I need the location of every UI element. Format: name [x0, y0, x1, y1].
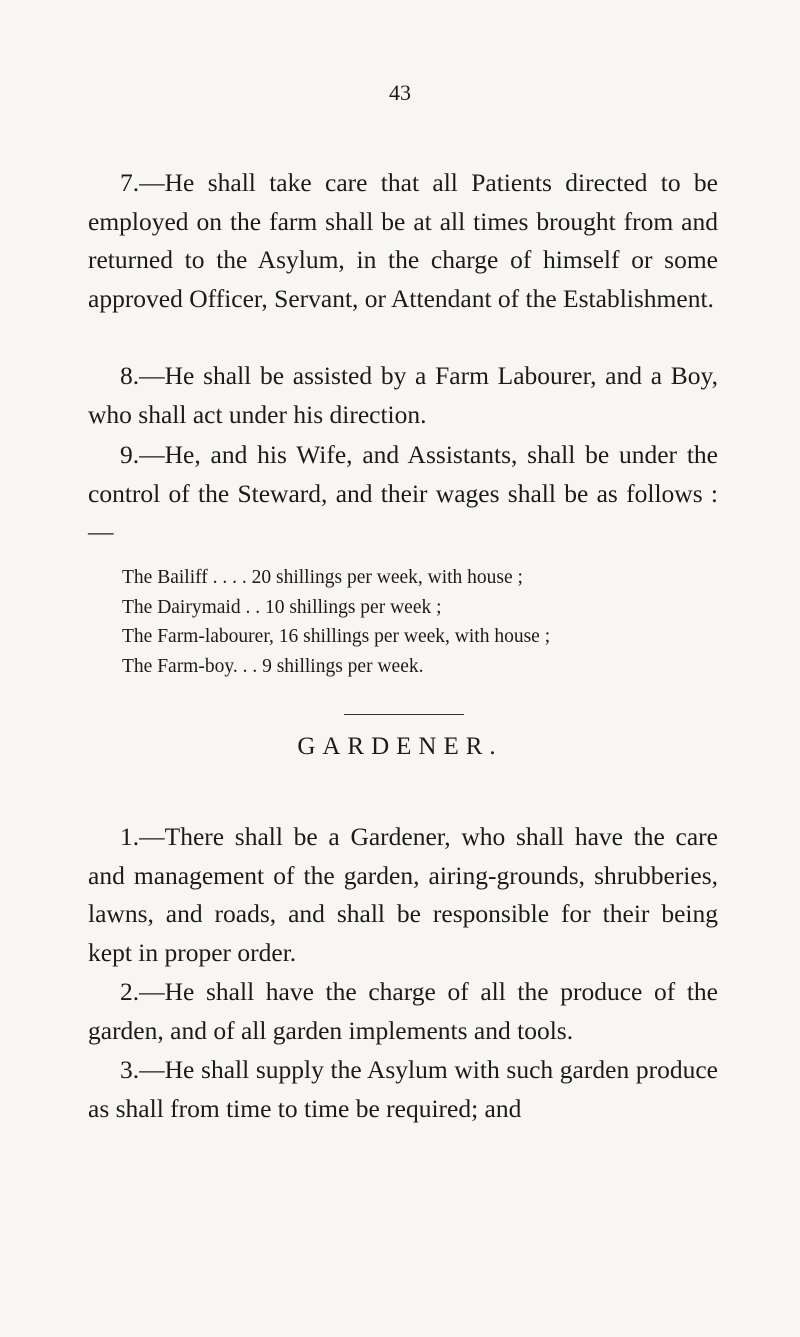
section-heading: GARDENER. — [297, 733, 503, 760]
wage-row-farm-boy: The Farm-boy. . . 9 shillings per week. — [122, 655, 424, 677]
gardener-paragraph-1: 1.—There shall be a Gardener, who shall have the care and management of the garden, airing-grounds, shrubberies, lawns, and roads, and shall be responsible for their being kept in proper order. — [88, 822, 718, 967]
wage-row-dairymaid: The Dairymaid . . 10 shillings per week ; — [122, 596, 442, 618]
gardener-paragraph-3: 3.—He shall supply the Asylum with such garden produce as shall from time to time be required; and — [88, 1055, 718, 1123]
paragraph-9: 9.—He, and his Wife, and Assistants, shall be under the control of the Steward, and their wages shall be as follows :— — [88, 440, 718, 546]
paragraph-8: 8.—He shall be assisted by a Farm Labourer, and a Boy, who shall act under his direction. — [88, 361, 718, 429]
page-number: 43 — [389, 80, 411, 105]
wage-list — [122, 563, 722, 681]
wage-row-farm-labourer: The Farm-labourer, 16 shillings per week, with house ; — [122, 626, 551, 647]
wage-row-bailiff: The Bailiff . . . . 20 shillings per week, with house ; — [122, 567, 523, 588]
gardener-paragraph-2: 2.—He shall have the charge of all the produce of the garden, and of all garden implements and tools. — [88, 977, 718, 1045]
section-divider — [344, 714, 464, 715]
paragraph-7: 7.—He shall take care that all Patients directed to be employed on the farm shall be at all times brought from and returned to the Asylum, in the charge of himself or some approved Officer, Servant, or Attendant of the Establishment. — [88, 168, 718, 313]
